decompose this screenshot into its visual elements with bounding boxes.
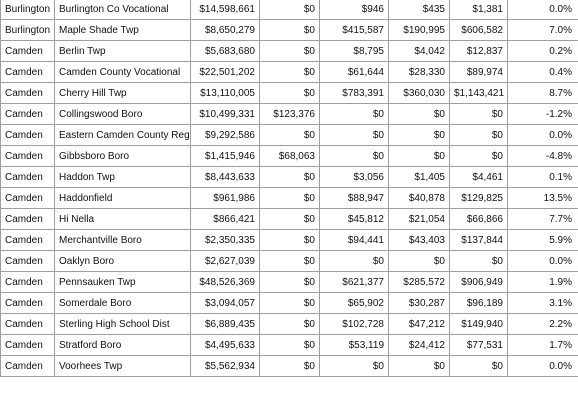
- percent-cell: 0.0%: [508, 356, 578, 377]
- amount-cell: $906,949: [450, 272, 508, 293]
- amount-cell: $190,995: [389, 20, 450, 41]
- amount-cell: $0: [450, 356, 508, 377]
- amount-cell: $606,582: [450, 20, 508, 41]
- county-cell: Camden: [1, 335, 55, 356]
- amount-cell: $77,531: [450, 335, 508, 356]
- amount-cell: $360,030: [389, 83, 450, 104]
- amount-cell: $783,391: [320, 83, 389, 104]
- county-cell: Burlington: [1, 20, 55, 41]
- table-row: [1, 272, 578, 293]
- district-cell: Voorhees Twp: [55, 356, 191, 377]
- amount-cell: $43,403: [389, 230, 450, 251]
- county-cell: Camden: [1, 146, 55, 167]
- amount-cell: $149,940: [450, 314, 508, 335]
- amount-cell: $0: [260, 188, 320, 209]
- table-row: [1, 356, 578, 377]
- amount-cell: $8,650,279: [191, 20, 260, 41]
- percent-cell: 0.1%: [508, 167, 578, 188]
- amount-cell: $1,415,946: [191, 146, 260, 167]
- amount-cell: $68,063: [260, 146, 320, 167]
- amount-cell: $28,330: [389, 62, 450, 83]
- amount-cell: $89,974: [450, 62, 508, 83]
- table-row: [1, 104, 578, 125]
- county-cell: Camden: [1, 83, 55, 104]
- district-cell: Collingswood Boro: [55, 104, 191, 125]
- county-cell: Camden: [1, 230, 55, 251]
- county-cell: Camden: [1, 356, 55, 377]
- amount-cell: $0: [260, 83, 320, 104]
- amount-cell: $946: [320, 0, 389, 20]
- percent-cell: -1.2%: [508, 104, 578, 125]
- amount-cell: $0: [260, 356, 320, 377]
- district-cell: Eastern Camden County Reg: [55, 125, 191, 146]
- percent-cell: 7.7%: [508, 209, 578, 230]
- district-cell: Oaklyn Boro: [55, 251, 191, 272]
- amount-cell: $6,889,435: [191, 314, 260, 335]
- amount-cell: $22,501,202: [191, 62, 260, 83]
- amount-cell: $0: [389, 104, 450, 125]
- district-cell: Burlington Co Vocational: [55, 0, 191, 20]
- table-body: [1, 0, 578, 377]
- district-cell: Haddonfield: [55, 188, 191, 209]
- district-cell: Somerdale Boro: [55, 293, 191, 314]
- amount-cell: $123,376: [260, 104, 320, 125]
- district-cell: Berlin Twp: [55, 41, 191, 62]
- percent-cell: 7.0%: [508, 20, 578, 41]
- amount-cell: $137,844: [450, 230, 508, 251]
- district-cell: Hi Nella: [55, 209, 191, 230]
- table-row: [1, 125, 578, 146]
- amount-cell: $4,495,633: [191, 335, 260, 356]
- amount-cell: $0: [260, 314, 320, 335]
- county-cell: Camden: [1, 293, 55, 314]
- amount-cell: $47,212: [389, 314, 450, 335]
- percent-cell: 0.0%: [508, 0, 578, 20]
- amount-cell: $0: [260, 0, 320, 20]
- amount-cell: $2,627,039: [191, 251, 260, 272]
- amount-cell: $66,866: [450, 209, 508, 230]
- amount-cell: $0: [260, 335, 320, 356]
- county-cell: Burlington: [1, 0, 55, 20]
- amount-cell: $65,902: [320, 293, 389, 314]
- county-cell: Camden: [1, 314, 55, 335]
- amount-cell: $61,644: [320, 62, 389, 83]
- amount-cell: $14,598,661: [191, 0, 260, 20]
- county-cell: Camden: [1, 104, 55, 125]
- amount-cell: $5,562,934: [191, 356, 260, 377]
- amount-cell: $0: [320, 356, 389, 377]
- table-row: [1, 41, 578, 62]
- district-cell: Gibbsboro Boro: [55, 146, 191, 167]
- amount-cell: $5,683,680: [191, 41, 260, 62]
- amount-cell: $45,812: [320, 209, 389, 230]
- amount-cell: $285,572: [389, 272, 450, 293]
- percent-cell: 2.2%: [508, 314, 578, 335]
- percent-cell: 5.9%: [508, 230, 578, 251]
- amount-cell: $8,795: [320, 41, 389, 62]
- amount-cell: $0: [450, 104, 508, 125]
- district-cell: Merchantville Boro: [55, 230, 191, 251]
- table-row: [1, 146, 578, 167]
- amount-cell: $435: [389, 0, 450, 20]
- table-row: [1, 83, 578, 104]
- amount-cell: $30,287: [389, 293, 450, 314]
- amount-cell: $24,412: [389, 335, 450, 356]
- district-cell: Sterling High School Dist: [55, 314, 191, 335]
- amount-cell: $3,056: [320, 167, 389, 188]
- county-cell: Camden: [1, 62, 55, 83]
- amount-cell: $0: [260, 20, 320, 41]
- amount-cell: $0: [389, 251, 450, 272]
- amount-cell: $10,499,331: [191, 104, 260, 125]
- amount-cell: $13,110,005: [191, 83, 260, 104]
- percent-cell: 3.1%: [508, 293, 578, 314]
- district-cell: Cherry Hill Twp: [55, 83, 191, 104]
- percent-cell: 0.4%: [508, 62, 578, 83]
- district-cell: Stratford Boro: [55, 335, 191, 356]
- amount-cell: $0: [260, 272, 320, 293]
- county-cell: Camden: [1, 125, 55, 146]
- amount-cell: $866,421: [191, 209, 260, 230]
- amount-cell: $3,094,057: [191, 293, 260, 314]
- amount-cell: $0: [260, 293, 320, 314]
- amount-cell: $621,377: [320, 272, 389, 293]
- amount-cell: $0: [450, 251, 508, 272]
- amount-cell: $96,189: [450, 293, 508, 314]
- district-cell: Haddon Twp: [55, 167, 191, 188]
- table-row: [1, 209, 578, 230]
- amount-cell: $8,443,633: [191, 167, 260, 188]
- amount-cell: $9,292,586: [191, 125, 260, 146]
- table-row: [1, 251, 578, 272]
- table-row: [1, 314, 578, 335]
- amount-cell: $4,461: [450, 167, 508, 188]
- amount-cell: $0: [450, 146, 508, 167]
- amount-cell: $0: [260, 125, 320, 146]
- amount-cell: $48,526,369: [191, 272, 260, 293]
- amount-cell: $102,728: [320, 314, 389, 335]
- amount-cell: $0: [389, 356, 450, 377]
- amount-cell: $0: [260, 251, 320, 272]
- percent-cell: 0.0%: [508, 251, 578, 272]
- amount-cell: $2,350,335: [191, 230, 260, 251]
- amount-cell: $415,587: [320, 20, 389, 41]
- amount-cell: $961,986: [191, 188, 260, 209]
- amount-cell: $0: [260, 41, 320, 62]
- county-cell: Camden: [1, 167, 55, 188]
- table-row: [1, 188, 578, 209]
- amount-cell: $88,947: [320, 188, 389, 209]
- county-cell: Camden: [1, 209, 55, 230]
- table-row: [1, 230, 578, 251]
- amount-cell: $0: [389, 125, 450, 146]
- amount-cell: $94,441: [320, 230, 389, 251]
- district-cell: Pennsauken Twp: [55, 272, 191, 293]
- county-cell: Camden: [1, 41, 55, 62]
- amount-cell: $1,143,421: [450, 83, 508, 104]
- percent-cell: -4.8%: [508, 146, 578, 167]
- table-row: [1, 0, 578, 20]
- amount-cell: $129,825: [450, 188, 508, 209]
- amount-cell: $0: [320, 146, 389, 167]
- amount-cell: $40,878: [389, 188, 450, 209]
- amount-cell: $0: [320, 104, 389, 125]
- amount-cell: $12,837: [450, 41, 508, 62]
- percent-cell: 1.7%: [508, 335, 578, 356]
- amount-cell: $1,405: [389, 167, 450, 188]
- table-row: [1, 20, 578, 41]
- amount-cell: $0: [260, 209, 320, 230]
- amount-cell: $0: [320, 251, 389, 272]
- amount-cell: $0: [320, 125, 389, 146]
- percent-cell: 1.9%: [508, 272, 578, 293]
- percent-cell: 0.0%: [508, 125, 578, 146]
- county-cell: Camden: [1, 251, 55, 272]
- district-cell: Maple Shade Twp: [55, 20, 191, 41]
- amount-cell: $21,054: [389, 209, 450, 230]
- percent-cell: 13.5%: [508, 188, 578, 209]
- percent-cell: 8.7%: [508, 83, 578, 104]
- county-cell: Camden: [1, 188, 55, 209]
- amount-cell: $0: [260, 230, 320, 251]
- amount-cell: $0: [260, 167, 320, 188]
- amount-cell: $1,381: [450, 0, 508, 20]
- table-row: [1, 335, 578, 356]
- amount-cell: $4,042: [389, 41, 450, 62]
- table-row: [1, 167, 578, 188]
- percent-cell: 0.2%: [508, 41, 578, 62]
- amount-cell: $53,119: [320, 335, 389, 356]
- county-cell: Camden: [1, 272, 55, 293]
- table-row: [1, 62, 578, 83]
- amount-cell: $0: [260, 62, 320, 83]
- amount-cell: $0: [389, 146, 450, 167]
- district-cell: Camden County Vocational: [55, 62, 191, 83]
- table-row: [1, 293, 578, 314]
- amount-cell: $0: [450, 125, 508, 146]
